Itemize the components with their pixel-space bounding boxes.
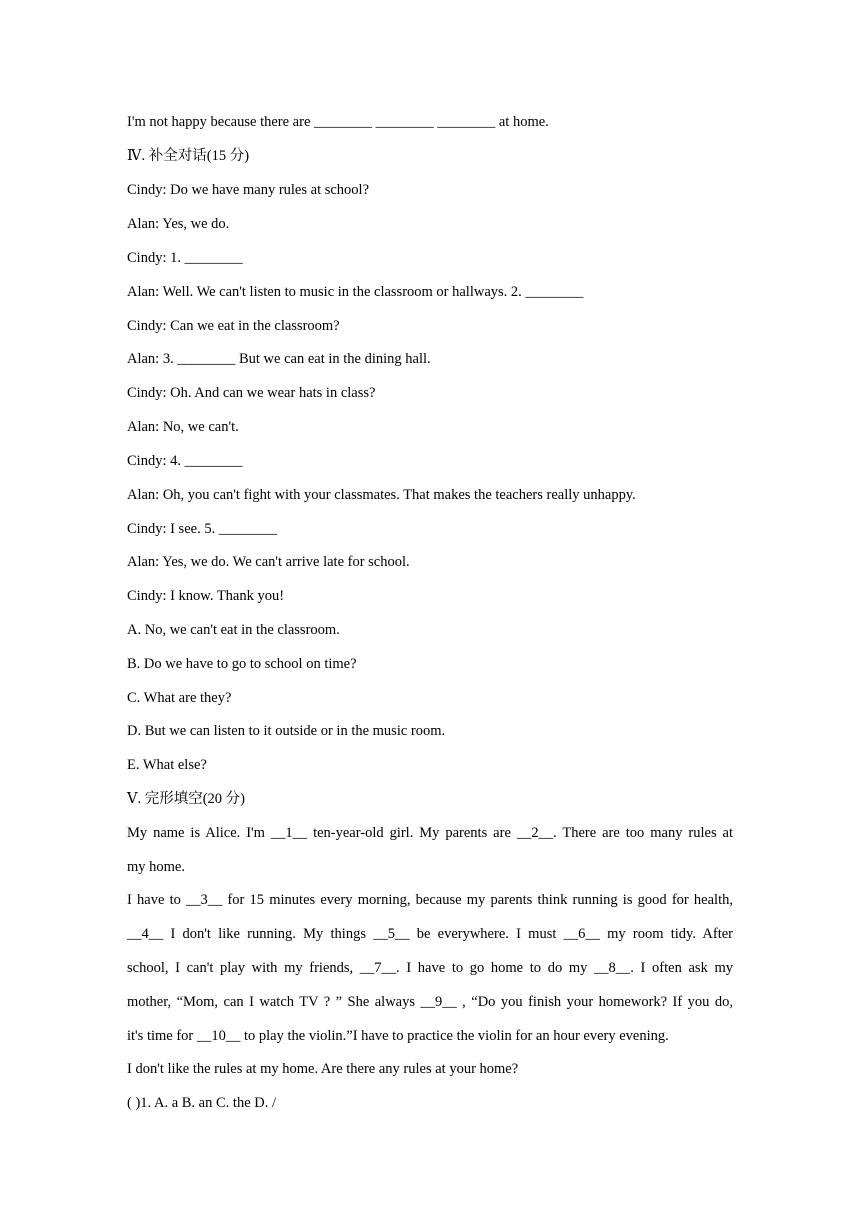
passage-line: my home.: [127, 859, 185, 875]
dialogue-line: Cindy: 1. ________: [127, 250, 243, 266]
dialogue-line: Alan: Oh, you can't fight with your classmates. That makes the teachers really unhappy.: [127, 487, 636, 503]
dialogue-line: Alan: No, we can't.: [127, 419, 239, 435]
dialogue-line: Alan: Yes, we do. We can't arrive late for school.: [127, 554, 410, 570]
dialogue-line: Cindy: I see. 5. ________: [127, 521, 277, 537]
passage-line: school, I can't play with my friends, __7__. I have to go home to do my __8__. I often ask my: [127, 960, 733, 976]
dialogue-line: Cindy: Do we have many rules at school?: [127, 182, 370, 198]
dialogue-line: Cindy: Oh. And can we wear hats in class?: [127, 385, 376, 401]
option-line: B. Do we have to go to school on time?: [127, 656, 357, 672]
section-heading: Ⅴ. 完形填空(20 分): [127, 791, 246, 807]
option-line: D. But we can listen to it outside or in the music room.: [127, 723, 446, 739]
dialogue-line: Alan: 3. ________ But we can eat in the dining hall.: [127, 351, 431, 367]
dialogue-line: Alan: Yes, we do.: [127, 216, 230, 232]
dialogue-line: Alan: Well. We can't listen to music in the classroom or hallways. 2. ________: [127, 284, 584, 300]
section-heading: Ⅳ. 补全对话(15 分): [127, 148, 250, 164]
option-line: E. What else?: [127, 757, 207, 773]
dialogue-line: Cindy: 4. ________: [127, 453, 243, 469]
passage-line: My name is Alice. I'm __1__ ten-year-old girl. My parents are __2__. There are too many rules at: [127, 825, 733, 841]
passage-line: mother, “Mom, can I watch TV ? ” She always __9__ , “Do you finish your homework? If you do,: [127, 994, 733, 1010]
option-line: C. What are they?: [127, 690, 232, 706]
passage-line: it's time for __10__ to play the violin.”I have to practice the violin for an hour every evening.: [127, 1028, 669, 1044]
dialogue-line: Cindy: I know. Thank you!: [127, 588, 285, 604]
text-line: I'm not happy because there are ________ ________ ________ at home.: [127, 114, 549, 130]
dialogue-line: Cindy: Can we eat in the classroom?: [127, 318, 340, 334]
passage-line: __4__ I don't like running. My things __5__ be everywhere. I must __6__ my room tidy. After: [127, 926, 733, 942]
passage-line: I have to __3__ for 15 minutes every morning, because my parents think running is good for health,: [127, 892, 733, 908]
option-line: A. No, we can't eat in the classroom.: [127, 622, 340, 638]
passage-line: I don't like the rules at my home. Are there any rules at your home?: [127, 1061, 519, 1077]
question-line: ( )1. A. a B. an C. the D. /: [127, 1095, 277, 1111]
